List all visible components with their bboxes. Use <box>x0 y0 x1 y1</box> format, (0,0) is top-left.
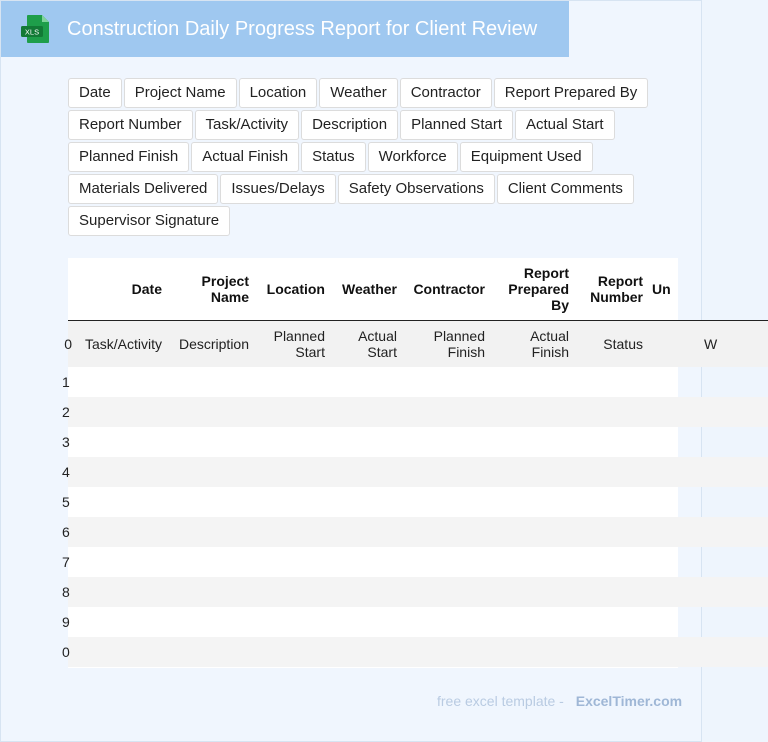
table-row[interactable] <box>62 607 768 637</box>
field-tag[interactable]: Report Prepared By <box>494 78 649 108</box>
tag-row <box>68 110 668 140</box>
field-tag[interactable]: Weather <box>319 78 397 108</box>
tag-row <box>68 206 668 236</box>
column-subheader: Status <box>603 336 643 352</box>
table-row[interactable] <box>62 427 768 457</box>
column-subheader: 0 <box>64 336 72 352</box>
column-header: Location <box>266 281 325 297</box>
row-number: 9 <box>62 614 70 630</box>
field-tag[interactable]: Actual Start <box>515 110 615 140</box>
xls-file-icon <box>21 14 51 44</box>
footer-credit <box>437 693 682 709</box>
table-row[interactable] <box>62 547 768 577</box>
row-number: 0 <box>62 644 70 660</box>
tag-row <box>68 142 668 172</box>
table-row[interactable] <box>62 367 768 397</box>
column-header: Un <box>652 281 671 297</box>
row-number: 5 <box>62 494 70 510</box>
column-header: Contractor <box>413 281 485 297</box>
field-tag[interactable]: Equipment Used <box>460 142 593 172</box>
row-number: 6 <box>62 524 70 540</box>
xls-icon-label: XLS <box>24 27 40 37</box>
field-tag[interactable]: Planned Start <box>400 110 513 140</box>
report-table <box>62 258 718 668</box>
table-row[interactable] <box>62 397 768 427</box>
table-row[interactable] <box>62 487 768 517</box>
field-tag[interactable]: Safety Observations <box>338 174 495 204</box>
column-header: Report Prepared By <box>508 265 569 313</box>
footer-brand-link[interactable]: ExcelTimer.com <box>575 693 683 709</box>
page-title: Construction Daily Progress Report for Client Review <box>67 18 538 40</box>
table-row[interactable] <box>62 457 768 487</box>
table-header-row <box>68 258 768 321</box>
row-number: 3 <box>62 434 70 450</box>
column-header: Project Name <box>201 273 249 305</box>
column-subheader: Actual Start <box>358 328 397 360</box>
field-tag[interactable]: Description <box>301 110 398 140</box>
field-tag[interactable]: Report Number <box>68 110 193 140</box>
column-subheader: Actual Finish <box>530 328 569 360</box>
column-subheader: Description <box>178 336 249 352</box>
title-banner <box>1 1 569 57</box>
field-tag[interactable]: Status <box>301 142 366 172</box>
column-header: Report Number <box>590 273 643 305</box>
row-number: 8 <box>62 584 70 600</box>
field-tag[interactable]: Task/Activity <box>195 110 300 140</box>
tag-row <box>68 174 668 204</box>
field-tag[interactable]: Contractor <box>400 78 492 108</box>
field-tag[interactable]: Project Name <box>124 78 237 108</box>
field-tag[interactable]: Supervisor Signature <box>68 206 230 236</box>
field-tag[interactable]: Issues/Delays <box>220 174 335 204</box>
column-subheader: W <box>704 336 718 352</box>
row-number: 7 <box>62 554 70 570</box>
column-subheader: Planned Start <box>273 328 325 360</box>
row-number: 4 <box>62 464 70 480</box>
field-tag[interactable]: Workforce <box>368 142 458 172</box>
tag-row <box>68 78 668 108</box>
table-subheader-row <box>64 321 768 367</box>
row-number: 2 <box>62 404 70 420</box>
field-tag[interactable]: Client Comments <box>497 174 634 204</box>
column-subheader: Task/Activity <box>84 336 162 352</box>
row-number: 1 <box>62 374 70 390</box>
footer-lead-text: free excel template - <box>437 693 564 709</box>
field-tag[interactable]: Materials Delivered <box>68 174 218 204</box>
field-tag-list <box>68 78 668 238</box>
field-tag[interactable]: Planned Finish <box>68 142 189 172</box>
table-row[interactable] <box>62 577 768 607</box>
column-header: Date <box>131 281 162 297</box>
column-header: Weather <box>342 281 397 297</box>
column-subheader: Planned Finish <box>433 328 485 360</box>
table-row[interactable] <box>62 637 768 667</box>
table-row[interactable] <box>62 517 768 547</box>
field-tag[interactable]: Date <box>68 78 122 108</box>
field-tag[interactable]: Actual Finish <box>191 142 299 172</box>
field-tag[interactable]: Location <box>239 78 318 108</box>
